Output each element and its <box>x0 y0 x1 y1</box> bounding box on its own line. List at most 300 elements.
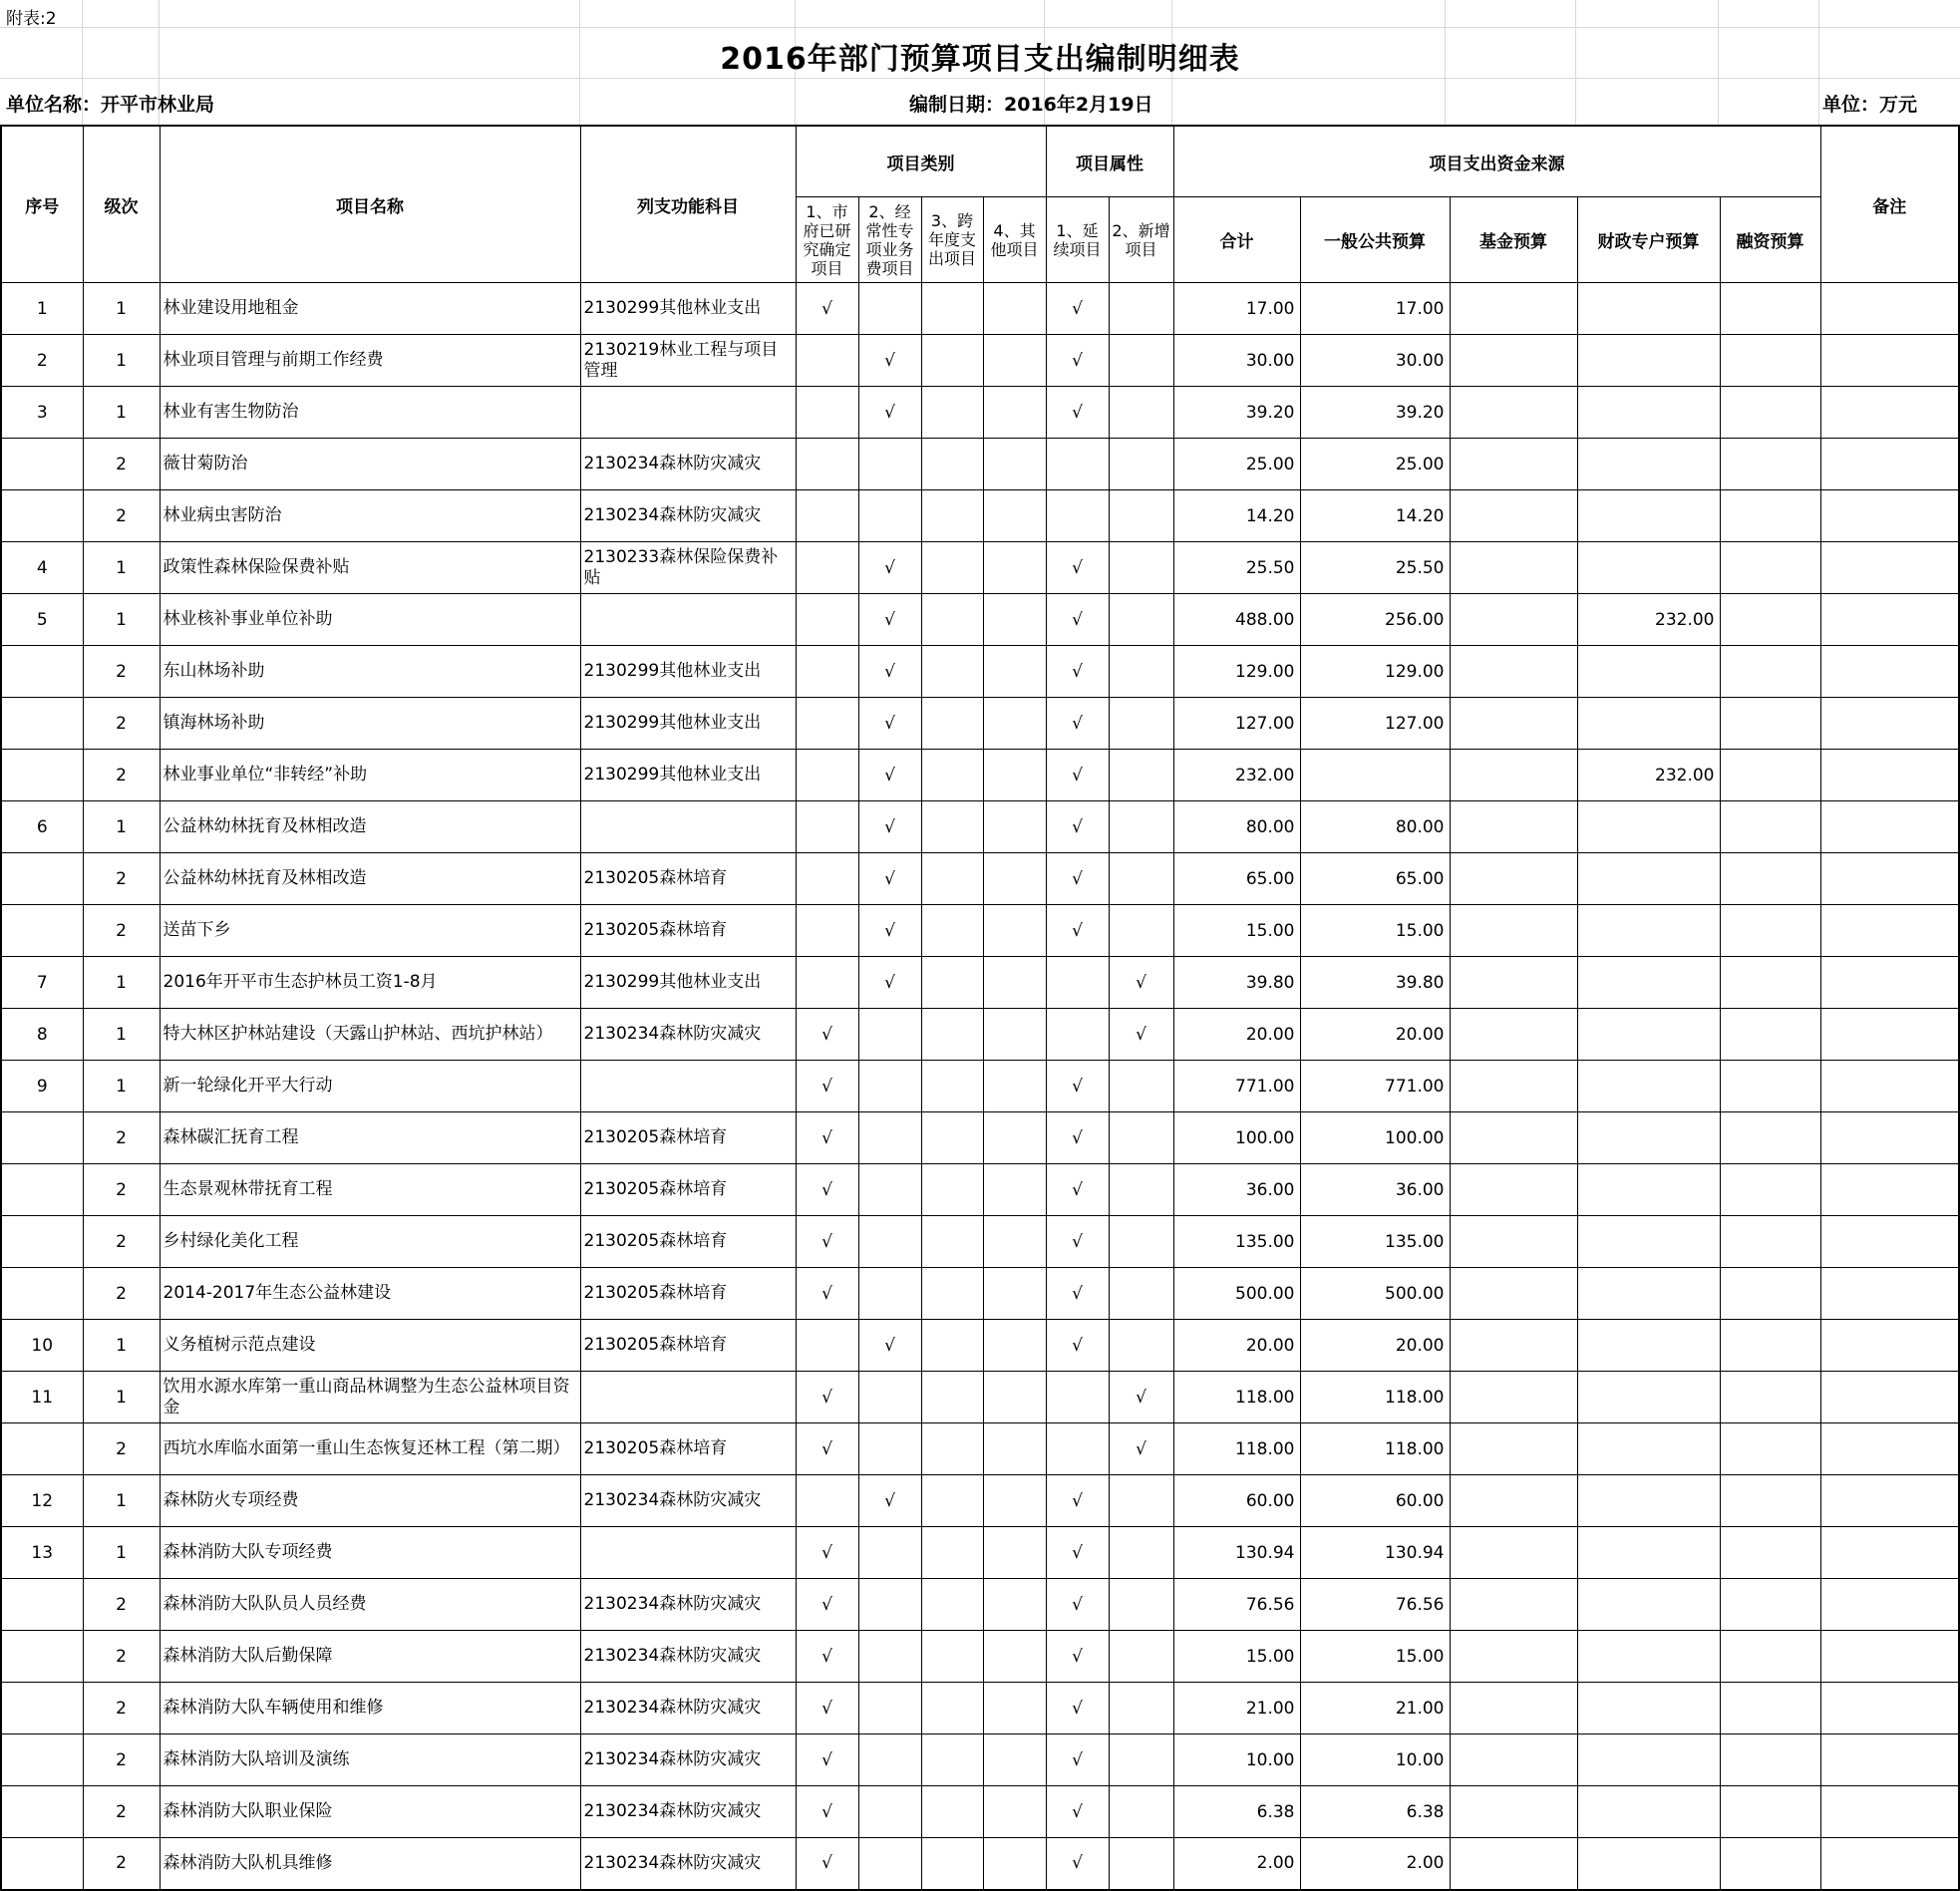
row-name: 林业有害生物防治 <box>160 387 580 439</box>
row-func: 2130205森林培育 <box>580 1320 796 1372</box>
row-cat1-tick <box>796 439 858 490</box>
row-cat2-tick: √ <box>858 801 921 853</box>
row-remark <box>1820 490 1959 542</box>
row-cat3-tick <box>921 1527 983 1579</box>
row-fund <box>1450 1838 1577 1890</box>
row-cat1-tick: √ <box>796 1683 858 1734</box>
row-remark <box>1820 1683 1959 1734</box>
row-attr2-tick <box>1109 1838 1173 1890</box>
row-attr1-tick: √ <box>1046 801 1109 853</box>
row-total: 135.00 <box>1173 1216 1300 1268</box>
row-func <box>580 387 796 439</box>
row-cat3-tick <box>921 1631 983 1683</box>
row-remark <box>1820 1268 1959 1320</box>
row-level: 2 <box>83 1164 160 1216</box>
table-row <box>1 1786 1959 1838</box>
row-remark <box>1820 905 1959 957</box>
row-finance <box>1720 439 1820 490</box>
row-name: 森林消防大队车辆使用和维修 <box>160 1683 580 1734</box>
row-finance <box>1720 594 1820 646</box>
row-special <box>1577 853 1720 905</box>
row-remark <box>1820 1786 1959 1838</box>
row-cat1-tick <box>796 646 858 698</box>
row-cat3-tick <box>921 698 983 750</box>
row-finance <box>1720 1734 1820 1786</box>
row-cat1-tick: √ <box>796 1527 858 1579</box>
row-cat1-tick: √ <box>796 1372 858 1423</box>
row-cat4-tick <box>983 1061 1046 1112</box>
table-row <box>1 1423 1959 1475</box>
row-total: 20.00 <box>1173 1320 1300 1372</box>
row-cat1-tick: √ <box>796 1734 858 1786</box>
row-level: 2 <box>83 1683 160 1734</box>
row-func: 2130205森林培育 <box>580 1112 796 1164</box>
col-general: 一般公共预算 <box>1300 197 1450 283</box>
row-general: 14.20 <box>1300 490 1450 542</box>
row-general: 100.00 <box>1300 1112 1450 1164</box>
row-total: 39.20 <box>1173 387 1300 439</box>
row-attr1-tick <box>1046 1372 1109 1423</box>
row-cat2-tick: √ <box>858 335 921 387</box>
row-remark <box>1820 646 1959 698</box>
row-level: 2 <box>83 1579 160 1631</box>
table-row <box>1 1268 1959 1320</box>
row-total: 25.00 <box>1173 439 1300 490</box>
row-total: 25.50 <box>1173 542 1300 594</box>
row-general: 135.00 <box>1300 1216 1450 1268</box>
row-name: 森林消防大队队员人员经费 <box>160 1579 580 1631</box>
table-row <box>1 1683 1959 1734</box>
row-cat1-tick <box>796 750 858 801</box>
row-general: 118.00 <box>1300 1372 1450 1423</box>
row-general <box>1300 750 1450 801</box>
row-func: 2130299其他林业支出 <box>580 646 796 698</box>
row-seq: 9 <box>1 1061 83 1112</box>
row-attr2-tick <box>1109 283 1173 335</box>
row-fund <box>1450 905 1577 957</box>
row-remark <box>1820 698 1959 750</box>
row-cat4-tick <box>983 905 1046 957</box>
row-name: 森林消防大队专项经费 <box>160 1527 580 1579</box>
row-attr1-tick: √ <box>1046 1112 1109 1164</box>
row-cat2-tick <box>858 1734 921 1786</box>
row-attr2-tick: √ <box>1109 1423 1173 1475</box>
row-finance <box>1720 1786 1820 1838</box>
row-cat3-tick <box>921 1112 983 1164</box>
row-attr2-tick <box>1109 1112 1173 1164</box>
row-remark <box>1820 1112 1959 1164</box>
row-cat1-tick <box>796 335 858 387</box>
row-cat4-tick <box>983 1268 1046 1320</box>
row-cat4-tick <box>983 646 1046 698</box>
row-level: 2 <box>83 490 160 542</box>
row-func <box>580 1061 796 1112</box>
row-fund <box>1450 1164 1577 1216</box>
row-cat4-tick <box>983 335 1046 387</box>
row-seq <box>1 905 83 957</box>
table-row <box>1 1009 1959 1061</box>
row-func: 2130205森林培育 <box>580 1423 796 1475</box>
row-fund <box>1450 1423 1577 1475</box>
row-fund <box>1450 283 1577 335</box>
row-total: 15.00 <box>1173 1631 1300 1683</box>
row-total: 6.38 <box>1173 1786 1300 1838</box>
row-remark <box>1820 750 1959 801</box>
row-seq <box>1 1683 83 1734</box>
table-row <box>1 1372 1959 1423</box>
row-cat1-tick <box>796 1320 858 1372</box>
attachment-note: 附表:2 <box>6 9 57 29</box>
row-cat3-tick <box>921 1734 983 1786</box>
row-special <box>1577 1268 1720 1320</box>
row-attr1-tick: √ <box>1046 853 1109 905</box>
row-general: 130.94 <box>1300 1527 1450 1579</box>
row-finance <box>1720 646 1820 698</box>
row-remark <box>1820 387 1959 439</box>
row-name: 饮用水源水库第一重山商品林调整为生态公益林项目资金 <box>160 1372 580 1423</box>
col-cat4: 4、其他项目 <box>983 197 1046 283</box>
row-general: 256.00 <box>1300 594 1450 646</box>
col-finance: 融资预算 <box>1720 197 1820 283</box>
row-cat3-tick <box>921 905 983 957</box>
row-cat1-tick: √ <box>796 1579 858 1631</box>
row-cat1-tick <box>796 698 858 750</box>
row-seq: 1 <box>1 283 83 335</box>
row-attr1-tick: √ <box>1046 1631 1109 1683</box>
row-special <box>1577 1372 1720 1423</box>
row-cat2-tick: √ <box>858 1320 921 1372</box>
row-attr1-tick: √ <box>1046 1164 1109 1216</box>
row-cat2-tick <box>858 1423 921 1475</box>
row-cat1-tick <box>796 905 858 957</box>
row-cat1-tick: √ <box>796 1009 858 1061</box>
table-row <box>1 905 1959 957</box>
row-remark <box>1820 594 1959 646</box>
row-attr2-tick <box>1109 594 1173 646</box>
row-total: 127.00 <box>1173 698 1300 750</box>
table-row <box>1 1112 1959 1164</box>
col-total: 合计 <box>1173 197 1300 283</box>
row-cat2-tick <box>858 1838 921 1890</box>
row-attr2-tick <box>1109 1164 1173 1216</box>
row-total: 17.00 <box>1173 283 1300 335</box>
row-general: 771.00 <box>1300 1061 1450 1112</box>
row-special <box>1577 1061 1720 1112</box>
row-fund <box>1450 1631 1577 1683</box>
row-cat3-tick <box>921 387 983 439</box>
row-attr1-tick: √ <box>1046 1268 1109 1320</box>
row-special <box>1577 801 1720 853</box>
row-general: 6.38 <box>1300 1786 1450 1838</box>
col-special: 财政专户预算 <box>1577 197 1720 283</box>
row-total: 130.94 <box>1173 1527 1300 1579</box>
row-seq: 2 <box>1 335 83 387</box>
row-cat3-tick <box>921 335 983 387</box>
row-attr2-tick <box>1109 646 1173 698</box>
row-name: 送苗下乡 <box>160 905 580 957</box>
row-func <box>580 594 796 646</box>
row-total: 771.00 <box>1173 1061 1300 1112</box>
table-row <box>1 1631 1959 1683</box>
row-seq <box>1 646 83 698</box>
row-finance <box>1720 1320 1820 1372</box>
row-fund <box>1450 1475 1577 1527</box>
row-cat3-tick <box>921 1009 983 1061</box>
row-remark <box>1820 1527 1959 1579</box>
col-func: 列支功能科目 <box>580 126 796 283</box>
row-special <box>1577 1112 1720 1164</box>
row-level: 2 <box>83 1112 160 1164</box>
col-source-group: 项目支出资金来源 <box>1173 126 1820 197</box>
row-attr2-tick <box>1109 542 1173 594</box>
row-name: 西坑水库临水面第一重山生态恢复还林工程（第二期） <box>160 1423 580 1475</box>
row-fund <box>1450 853 1577 905</box>
row-cat2-tick <box>858 1216 921 1268</box>
row-cat1-tick: √ <box>796 1164 858 1216</box>
row-finance <box>1720 1061 1820 1112</box>
row-cat1-tick: √ <box>796 283 858 335</box>
row-finance <box>1720 1683 1820 1734</box>
row-level: 2 <box>83 1786 160 1838</box>
row-seq <box>1 1216 83 1268</box>
row-seq <box>1 490 83 542</box>
row-cat3-tick <box>921 957 983 1009</box>
row-special <box>1577 1009 1720 1061</box>
row-fund <box>1450 1320 1577 1372</box>
row-special <box>1577 542 1720 594</box>
row-func: 2130219林业工程与项目管理 <box>580 335 796 387</box>
row-level: 2 <box>83 750 160 801</box>
row-fund <box>1450 439 1577 490</box>
row-cat3-tick <box>921 594 983 646</box>
table-row <box>1 1527 1959 1579</box>
row-func: 2130234森林防灾减灾 <box>580 439 796 490</box>
row-cat4-tick <box>983 283 1046 335</box>
row-seq <box>1 1734 83 1786</box>
row-cat3-tick <box>921 1683 983 1734</box>
row-special <box>1577 1631 1720 1683</box>
row-general: 500.00 <box>1300 1268 1450 1320</box>
row-cat2-tick <box>858 283 921 335</box>
row-func: 2130234森林防灾减灾 <box>580 1683 796 1734</box>
row-special <box>1577 1423 1720 1475</box>
row-name: 森林消防大队后勤保障 <box>160 1631 580 1683</box>
row-general: 39.20 <box>1300 387 1450 439</box>
row-func: 2130299其他林业支出 <box>580 957 796 1009</box>
row-general: 65.00 <box>1300 853 1450 905</box>
row-total: 500.00 <box>1173 1268 1300 1320</box>
row-seq <box>1 1112 83 1164</box>
row-func <box>580 801 796 853</box>
row-cat3-tick <box>921 1838 983 1890</box>
row-general: 2.00 <box>1300 1838 1450 1890</box>
col-name: 项目名称 <box>160 126 580 283</box>
row-fund <box>1450 1372 1577 1423</box>
row-attr1-tick <box>1046 439 1109 490</box>
row-attr2-tick <box>1109 853 1173 905</box>
row-cat1-tick <box>796 387 858 439</box>
col-category-group: 项目类别 <box>796 126 1046 197</box>
row-fund <box>1450 1216 1577 1268</box>
row-cat4-tick <box>983 1372 1046 1423</box>
row-finance <box>1720 1631 1820 1683</box>
row-cat4-tick <box>983 1734 1046 1786</box>
row-attr2-tick <box>1109 1061 1173 1112</box>
row-func: 2130234森林防灾减灾 <box>580 1838 796 1890</box>
row-cat3-tick <box>921 853 983 905</box>
col-cat2: 2、经常性专项业务费项目 <box>858 197 921 283</box>
row-general: 20.00 <box>1300 1009 1450 1061</box>
row-func <box>580 1527 796 1579</box>
row-finance <box>1720 1372 1820 1423</box>
compile-date: 编制日期：2016年2月19日 <box>909 94 1153 116</box>
row-seq: 7 <box>1 957 83 1009</box>
row-attr1-tick: √ <box>1046 283 1109 335</box>
row-attr1-tick: √ <box>1046 335 1109 387</box>
row-name: 公益林幼林抚育及林相改造 <box>160 801 580 853</box>
row-attr1-tick: √ <box>1046 1579 1109 1631</box>
col-seq: 序号 <box>1 126 83 283</box>
row-special <box>1577 1734 1720 1786</box>
row-name: 公益林幼林抚育及林相改造 <box>160 853 580 905</box>
row-finance <box>1720 490 1820 542</box>
row-level: 1 <box>83 387 160 439</box>
row-total: 14.20 <box>1173 490 1300 542</box>
row-cat2-tick <box>858 1527 921 1579</box>
row-func: 2130234森林防灾减灾 <box>580 1475 796 1527</box>
row-finance <box>1720 1527 1820 1579</box>
row-cat3-tick <box>921 1579 983 1631</box>
row-attr1-tick: √ <box>1046 698 1109 750</box>
table-row <box>1 1475 1959 1527</box>
row-cat4-tick <box>983 698 1046 750</box>
row-cat2-tick <box>858 1786 921 1838</box>
row-cat1-tick: √ <box>796 1423 858 1475</box>
row-seq: 6 <box>1 801 83 853</box>
row-finance <box>1720 698 1820 750</box>
row-fund <box>1450 1527 1577 1579</box>
row-total: 20.00 <box>1173 1009 1300 1061</box>
row-attr1-tick <box>1046 957 1109 1009</box>
row-name: 东山林场补助 <box>160 646 580 698</box>
row-fund <box>1450 542 1577 594</box>
row-remark <box>1820 1631 1959 1683</box>
row-attr1-tick: √ <box>1046 750 1109 801</box>
row-fund <box>1450 490 1577 542</box>
table-row <box>1 490 1959 542</box>
row-seq: 12 <box>1 1475 83 1527</box>
row-attr2-tick <box>1109 1216 1173 1268</box>
table-row <box>1 801 1959 853</box>
table-row <box>1 594 1959 646</box>
row-total: 118.00 <box>1173 1423 1300 1475</box>
row-attr2-tick <box>1109 1527 1173 1579</box>
row-cat2-tick <box>858 1009 921 1061</box>
row-total: 39.80 <box>1173 957 1300 1009</box>
row-total: 232.00 <box>1173 750 1300 801</box>
row-cat3-tick <box>921 283 983 335</box>
row-attr2-tick <box>1109 1268 1173 1320</box>
row-special <box>1577 335 1720 387</box>
row-remark <box>1820 1475 1959 1527</box>
row-attr2-tick <box>1109 1786 1173 1838</box>
row-total: 488.00 <box>1173 594 1300 646</box>
row-cat1-tick <box>796 1475 858 1527</box>
row-attr2-tick <box>1109 387 1173 439</box>
row-level: 2 <box>83 439 160 490</box>
row-fund <box>1450 1268 1577 1320</box>
row-cat2-tick <box>858 1579 921 1631</box>
row-remark <box>1820 1009 1959 1061</box>
row-func: 2130233森林保险保费补贴 <box>580 542 796 594</box>
row-attr1-tick <box>1046 1423 1109 1475</box>
row-attr2-tick <box>1109 335 1173 387</box>
row-cat4-tick <box>983 490 1046 542</box>
row-level: 1 <box>83 957 160 1009</box>
row-cat4-tick <box>983 439 1046 490</box>
row-attr1-tick: √ <box>1046 1061 1109 1112</box>
table-row <box>1 750 1959 801</box>
row-finance <box>1720 1216 1820 1268</box>
row-fund <box>1450 594 1577 646</box>
table-row <box>1 1216 1959 1268</box>
row-fund <box>1450 646 1577 698</box>
row-cat2-tick: √ <box>858 542 921 594</box>
row-attr1-tick: √ <box>1046 542 1109 594</box>
row-total: 76.56 <box>1173 1579 1300 1631</box>
row-remark <box>1820 853 1959 905</box>
unit-name: 单位名称：开平市林业局 <box>6 94 215 116</box>
row-general: 36.00 <box>1300 1164 1450 1216</box>
row-special <box>1577 283 1720 335</box>
row-level: 1 <box>83 542 160 594</box>
row-fund <box>1450 387 1577 439</box>
row-fund <box>1450 335 1577 387</box>
row-level: 2 <box>83 1734 160 1786</box>
row-general: 80.00 <box>1300 801 1450 853</box>
row-fund <box>1450 1579 1577 1631</box>
row-general: 20.00 <box>1300 1320 1450 1372</box>
row-total: 60.00 <box>1173 1475 1300 1527</box>
row-general: 39.80 <box>1300 957 1450 1009</box>
row-remark <box>1820 1164 1959 1216</box>
row-cat4-tick <box>983 1320 1046 1372</box>
row-attr1-tick: √ <box>1046 1527 1109 1579</box>
row-total: 36.00 <box>1173 1164 1300 1216</box>
row-attr1-tick: √ <box>1046 387 1109 439</box>
row-cat4-tick <box>983 1527 1046 1579</box>
row-attr1-tick <box>1046 490 1109 542</box>
row-func: 2130205森林培育 <box>580 853 796 905</box>
row-level: 1 <box>83 594 160 646</box>
row-seq: 4 <box>1 542 83 594</box>
row-name: 森林防火专项经费 <box>160 1475 580 1527</box>
row-attr2-tick: √ <box>1109 1372 1173 1423</box>
gridline <box>0 27 1960 28</box>
row-func: 2130205森林培育 <box>580 1268 796 1320</box>
col-attr2: 2、新增项目 <box>1109 197 1173 283</box>
row-level: 1 <box>83 801 160 853</box>
row-name: 森林消防大队机具维修 <box>160 1838 580 1890</box>
row-func: 2130234森林防灾减灾 <box>580 1579 796 1631</box>
row-fund <box>1450 1734 1577 1786</box>
row-special <box>1577 1786 1720 1838</box>
row-general: 30.00 <box>1300 335 1450 387</box>
row-cat4-tick <box>983 387 1046 439</box>
row-special <box>1577 905 1720 957</box>
row-fund <box>1450 1009 1577 1061</box>
row-cat2-tick: √ <box>858 905 921 957</box>
